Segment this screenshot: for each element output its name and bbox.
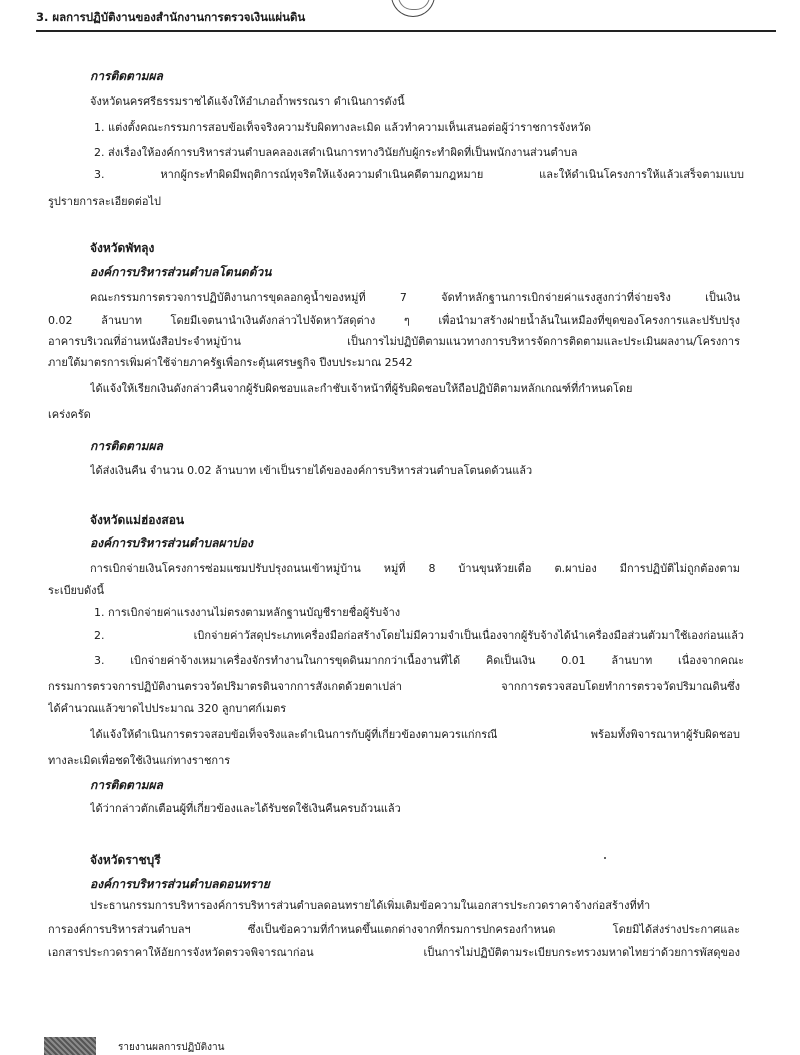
province-heading: จังหวัดแม่ฮ่องสอน [90, 513, 185, 527]
organization-heading: องค์การบริหารส่วนตำบลโตนดด้วน [90, 265, 272, 279]
footer-text: รายงานผลการปฏิบัติงาน [118, 1042, 225, 1053]
paragraph-line: ได้แจ้งให้ดำเนินการตรวจสอบข้อเท็จจริงและดำเนินการกับผู้ที่เกี่ยวข้องตามควรแก่กรณี พร้อมทั้งพิจารณาหาผู้รับผิดชอบ [90, 728, 740, 741]
organization-heading: องค์การบริหารส่วนตำบลผาบ่อง [90, 536, 253, 550]
followup-heading: การติดตามผล [90, 69, 163, 83]
paragraph-line: เคร่งครัด [48, 408, 91, 421]
list-item: 2. ส่งเรื่องให้องค์การบริหารส่วนตำบลคลองเสดำเนินการทางวินัยกับผู้กระทำผิดที่เป็นพนักงานส่วนตำบล [94, 146, 578, 159]
followup-heading: การติดตามผล [90, 778, 163, 792]
list-item: 2. เบิกจ่ายค่าวัสดุประเภทเครื่องมือก่อสร้างโดยไม่มีความจำเป็นเนื่องจากผู้รับจ้างได้นำเครื่องมือส่วนตัวมาใช้เองก่อนแล้ว [94, 629, 744, 642]
header-title: 3. ผลการปฏิบัติงานของสำนักงานการตรวจเงินแผ่นดิน [36, 10, 306, 24]
paragraph-line: อาคารบริเวณที่อ่านหนังสือประจำหมู่บ้าน เป็นการไม่ปฏิบัติตามแนวทางการบริหารจัดการติดตามและประเมินผลงาน/โครงการ [48, 335, 740, 348]
paragraph-line: เอกสารประกวดราคาให้อัยการจังหวัดตรวจพิจารณาก่อน เป็นการไม่ปฏิบัติตามระเบียบกระทรวงมหาดไทยว่าด้วยการพัสดุของ [48, 946, 740, 959]
list-item: 1. แต่งตั้งคณะกรรมการสอบข้อเท็จจริงความรับผิดทางละเมิด แล้วทำความเห็นเสนอต่อผู้ว่าราชการจังหวัด [94, 121, 591, 134]
paragraph-line: ทางละเมิดเพื่อชดใช้เงินแก่ทางราชการ [48, 754, 231, 767]
paragraph-line: การองค์การบริหารส่วนตำบลฯ ซึ่งเป็นข้อความที่กำหนดขึ้นแตกต่างจากที่กรมการปกครองกำหนด โดยมิได้ส่งร่างประกาศและ [48, 923, 740, 936]
followup-heading: การติดตามผล [90, 439, 163, 453]
paragraph-line: ภายใต้มาตรการเพิ่มค่าใช้จ่ายภาครัฐเพื่อกระตุ้นเศรษฐกิจ ปีงบประมาณ 2542 [48, 356, 413, 369]
list-item-continued: ได้คำนวณแล้วขาดไปประมาณ 320 ลูกบาศก์เมตร [48, 702, 287, 715]
organization-heading: องค์การบริหารส่วนตำบลดอนทราย [90, 877, 270, 891]
list-item-continued: รูปรายการละเอียดต่อไป [48, 195, 162, 208]
province-heading: จังหวัดพัทลุง [90, 241, 155, 255]
province-heading: จังหวัดราชบุรี [90, 853, 161, 867]
paragraph-line: ประธานกรรมการบริหารองค์การบริหารส่วนตำบลดอนทรายได้เพิ่มเติมข้อความในเอกสารประกวดราคาจ้างก่อสร้างที่ทำ [90, 899, 651, 912]
paragraph-line: 0.02 ล้านบาท โดยมีเจตนานำเงินดังกล่าวไปจัดหาวัสดุต่าง ๆ เพื่อนำมาสร้างฝายน้ำล้นในเหมืองที่ขุดของโครงการและปรับปรุง [48, 314, 740, 327]
list-item: 3. เบิกจ่ายค่าจ้างเหมาเครื่องจักรทำงานในการขุดดินมากกว่าเนื้องานที่ได้ คิดเป็นเงิน 0.01 ล้านบาท เนื่องจากคณะ [94, 654, 744, 667]
paragraph-line: การเบิกจ่ายเงินโครงการซ่อมแซมปรับปรุงถนนเข้าหมู่บ้าน หมู่ที่ 8 บ้านขุนห้วยเดื่อ ต.ผาบ่อง มีการปฏิบัติไม่ถูกต้องตาม [90, 562, 740, 575]
paragraph-line: ระเบียบดังนี้ [48, 584, 105, 597]
scan-speck [604, 857, 606, 859]
list-item-continued: กรรมการตรวจการปฏิบัติงานตรวจวัดปริมาตรดินจากการสังเกตด้วยตาเปล่า จากการตรวจสอบโดยทำการตรวจวัดปริมาณดินซึ่ง [48, 680, 740, 693]
footer-decoration [44, 1037, 96, 1055]
paragraph-line: ได้ส่งเงินคืน จำนวน 0.02 ล้านบาท เข้าเป็นรายได้ขององค์การบริหารส่วนตำบลโตนดด้วนแล้ว [90, 464, 533, 477]
paragraph-line: จังหวัดนครศรีธรรมราชได้แจ้งให้อำเภอถ้ำพรรณรา ดำเนินการดังนี้ [90, 95, 405, 108]
list-item: 1. การเบิกจ่ายค่าแรงงานไม่ตรงตามหลักฐานบัญชีรายชื่อผู้รับจ้าง [94, 606, 401, 619]
paragraph-line: คณะกรรมการตรวจการปฏิบัติงานการขุดลอกคูน้ำของหมู่ที่ 7 จัดทำหลักฐานการเบิกจ่ายค่าแรงสูงกว่าที่จ่ายจริง เป็นเงิน [90, 291, 740, 304]
paragraph-line: ได้ว่ากล่าวตักเตือนผู้ที่เกี่ยวข้องและได้รับชดใช้เงินคืนครบถ้วนแล้ว [90, 802, 401, 815]
list-item: 3. หากผู้กระทำผิดมีพฤติการณ์ทุจริตให้แจ้งความดำเนินคดีตามกฎหมาย และให้ดำเนินโครงการให้แล้วเสร็จตามแบบ [94, 168, 744, 181]
paragraph-line: ได้แจ้งให้เรียกเงินดังกล่าวคืนจากผู้รับผิดชอบและกำชับเจ้าหน้าที่ผู้รับผิดชอบให้ถือปฏิบัติตามหลักเกณฑ์ที่กำหนดโดย [90, 382, 633, 395]
